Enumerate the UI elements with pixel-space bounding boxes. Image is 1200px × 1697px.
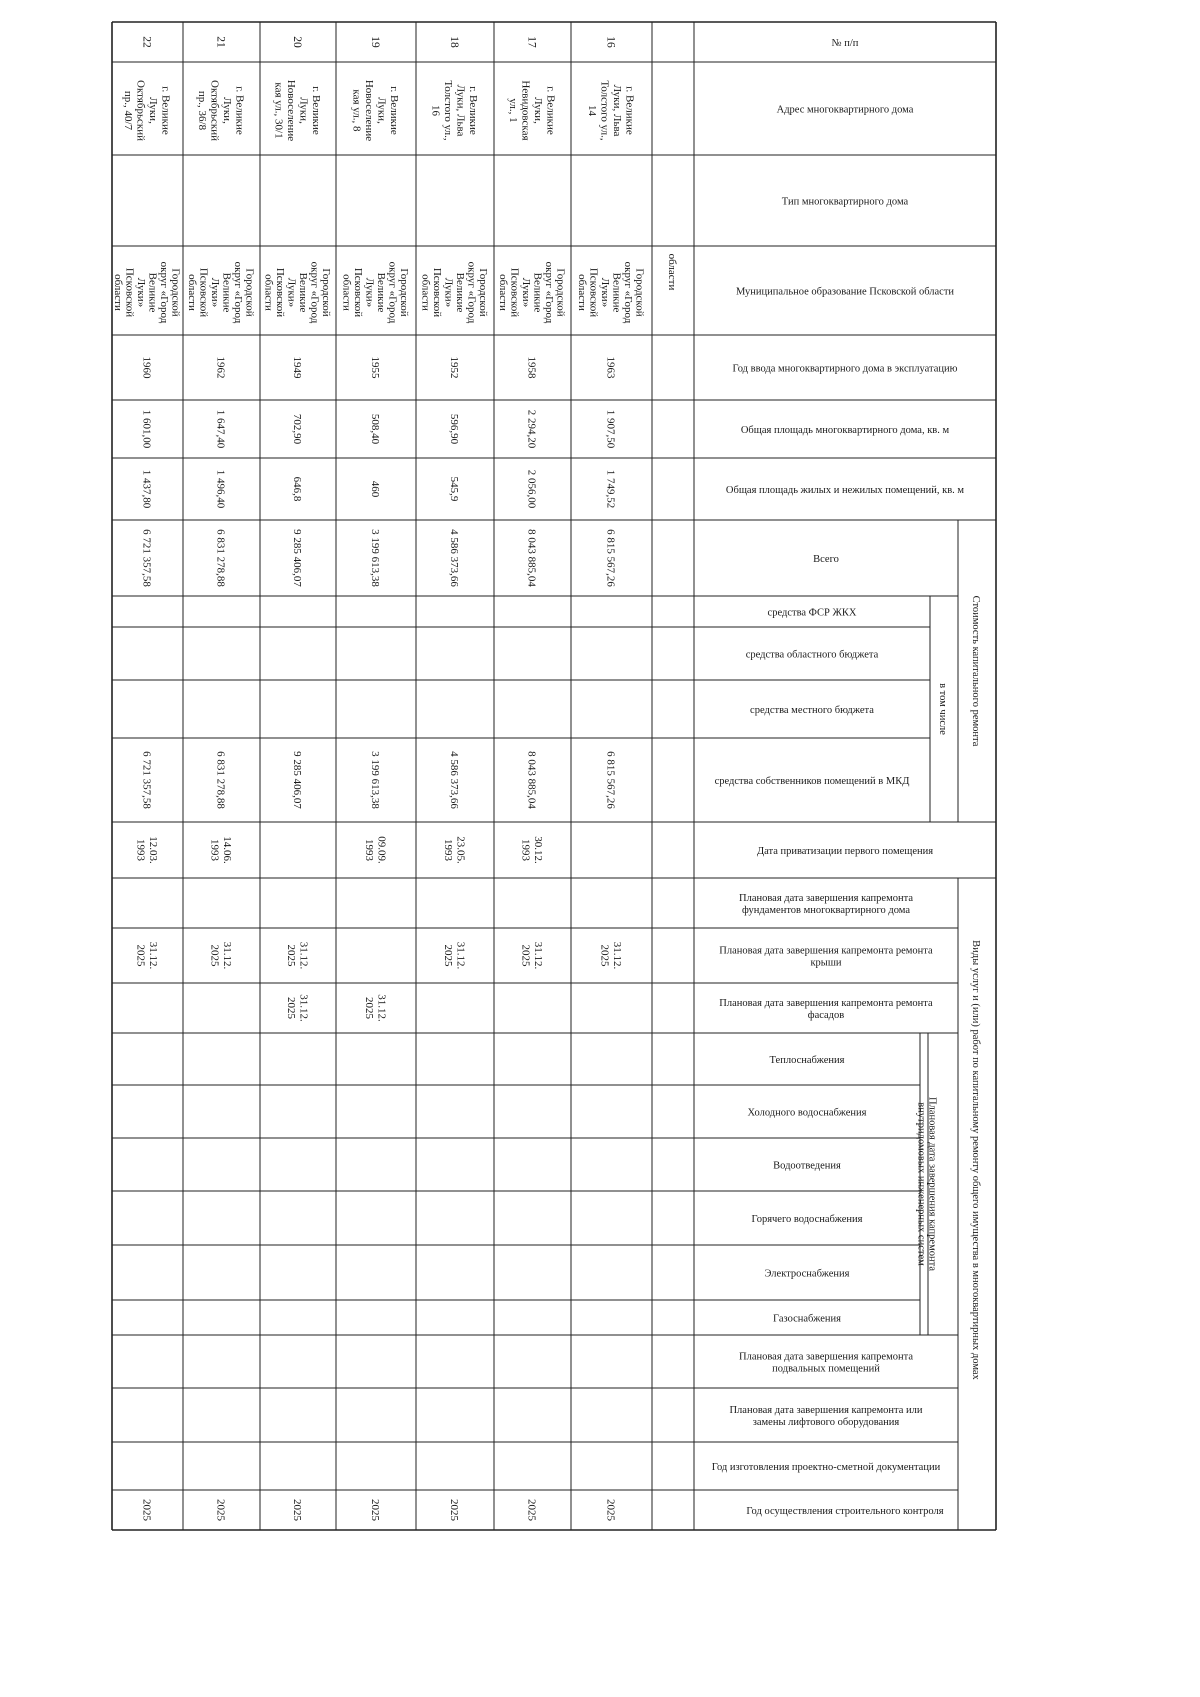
header-basement: Плановая дата завершения капремонта подвальных помещений bbox=[739, 1351, 913, 1375]
row-22-privatization: 12.03.1993 bbox=[134, 836, 159, 864]
row-22-num: 22 bbox=[140, 36, 153, 48]
header-type: Тип многоквартирного дома bbox=[781, 196, 909, 208]
row-21-year-built: 1962 bbox=[214, 356, 227, 379]
row-21-address: г. ВеликиеЛуки,Октябрьскийпр., 36/8 bbox=[195, 80, 246, 141]
row-21-cost-total: 6 831 278,88 bbox=[214, 529, 227, 587]
row-22-address: г. ВеликиеЛуки,Октябрьскийпр., 40/7 bbox=[121, 80, 172, 141]
row-20-address: г. ВеликиеЛуки,Новоселениекая ул., 30/1 bbox=[272, 79, 322, 142]
header-roof: Плановая дата завершения капремонта ремонта крыши bbox=[719, 945, 933, 969]
row-20-roof-date: 31.12.2025 bbox=[284, 941, 310, 970]
row-21-construction-control: 2025 bbox=[214, 1499, 227, 1521]
row-22-total-area: 1 601,00 bbox=[140, 409, 153, 449]
header-cold-water: Холодного водоснабжения bbox=[747, 1107, 867, 1119]
row-17-living-area: 2 056,00 bbox=[525, 469, 538, 509]
row-19-cost-owners: 3 199 613,38 bbox=[369, 751, 381, 809]
row-19-num: 19 bbox=[369, 36, 381, 48]
row-18-num: 18 bbox=[448, 36, 460, 48]
table-content bbox=[112, 36, 981, 1521]
row-16-cost-total: 6 815 567,26 bbox=[604, 529, 617, 587]
row-16-cost-owners: 6 815 567,26 bbox=[604, 751, 617, 809]
header-foundation: Плановая дата завершения капремонта фундаментов многоквартирного дома bbox=[739, 893, 913, 916]
row-20-cost-total: 9 285 406,07 bbox=[291, 529, 303, 587]
header-electricity: Электроснабжения bbox=[764, 1268, 850, 1280]
row-16-total-area: 1 907,50 bbox=[604, 409, 617, 449]
row-21-privatization: 14.06.1993 bbox=[208, 836, 233, 864]
header-total-area: Общая площадь многоквартирного дома, кв. м bbox=[740, 425, 950, 436]
row-22-living-area: 1 437,80 bbox=[140, 469, 153, 509]
row-19-total-area: 508,40 bbox=[369, 413, 381, 445]
row-16-construction-control: 2025 bbox=[604, 1499, 617, 1521]
header-privatization: Дата приватизации первого помещения bbox=[756, 846, 934, 857]
header-facade: Плановая дата завершения капремонта ремонта фасадов bbox=[719, 998, 933, 1021]
row-18-living-area: 545,9 bbox=[448, 476, 460, 502]
row-20-living-area: 646,8 bbox=[291, 476, 303, 502]
row-17-address: г. ВеликиеЛуки,Невидовскаяул., 1 bbox=[506, 80, 557, 141]
header-hot-water: Горячего водоснабжения bbox=[751, 1214, 863, 1225]
row-20-year-built: 1949 bbox=[291, 356, 303, 379]
row-17-construction-control: 2025 bbox=[525, 1499, 538, 1521]
row-20-facade-date: 31.12.2025 bbox=[284, 994, 310, 1022]
header-design-docs: Год изготовления проектно-сметной документации bbox=[711, 1462, 941, 1473]
row-18-construction-control: 2025 bbox=[448, 1499, 460, 1521]
row-18-address: г. ВеликиеЛуки, ЛьваТолстого ул.,16 bbox=[429, 80, 479, 141]
row-20-construction-control: 2025 bbox=[291, 1499, 303, 1521]
row-18-cost-total: 4 586 373,66 bbox=[448, 529, 460, 587]
header-cost-total: Всего bbox=[813, 554, 839, 565]
municipality-spill-text: области bbox=[666, 253, 678, 291]
row-20-num: 20 bbox=[291, 36, 303, 48]
header-lift: Плановая дата завершения капремонта или замены лифтового оборудования bbox=[729, 1405, 923, 1428]
row-16-roof-date: 31.12.2025 bbox=[598, 941, 623, 970]
header-gas: Газоснабжения bbox=[773, 1313, 841, 1325]
row-16-address: г. ВеликиеЛуки, ЛьваТолстого ул.,14 bbox=[585, 80, 636, 141]
row-20-cost-owners: 9 285 406,07 bbox=[291, 751, 303, 809]
row-19-cost-total: 3 199 613,38 bbox=[369, 529, 381, 587]
row-17-year-built: 1958 bbox=[525, 356, 538, 379]
header-construction-control: Год осуществления строительного контроля bbox=[746, 1506, 944, 1517]
row-22-year-built: 1960 bbox=[140, 356, 153, 379]
row-16-num: 16 bbox=[604, 36, 617, 48]
row-22-construction-control: 2025 bbox=[140, 1499, 153, 1521]
row-21-cost-owners: 6 831 278,88 bbox=[214, 751, 227, 809]
row-22-cost-total: 6 721 357,58 bbox=[140, 529, 153, 587]
row-16-municipality: Городскойокруг «ГородВеликиеЛуки»Псковскойобласти bbox=[575, 261, 646, 324]
row-22-municipality: Городскойокруг «ГородВеликиеЛуки»Псковскойобласти bbox=[111, 261, 182, 324]
row-22-roof-date: 31.12.2025 bbox=[134, 941, 159, 970]
header-year-built: Год ввода многоквартирного дома в эксплуатацию bbox=[732, 363, 958, 375]
row-17-privatization: 30.12.1993 bbox=[519, 836, 544, 864]
row-19-privatization: 09.09.1993 bbox=[362, 836, 388, 864]
row-20-municipality: Городскойокруг «ГородВеликиеЛуки»Псковскойобласти bbox=[262, 261, 332, 324]
row-17-roof-date: 31.12.2025 bbox=[519, 941, 544, 970]
row-17-cost-owners: 8 043 885,04 bbox=[525, 751, 538, 809]
row-22-cost-owners: 6 721 357,58 bbox=[140, 751, 153, 809]
row-19-construction-control: 2025 bbox=[369, 1499, 381, 1521]
row-21-num: 21 bbox=[214, 36, 227, 48]
row-21-municipality: Городскойокруг «ГородВеликиеЛуки»Псковскойобласти bbox=[185, 261, 256, 324]
row-18-total-area: 596,90 bbox=[448, 413, 460, 445]
row-19-municipality: Городскойокруг «ГородВеликиеЛуки»Псковскойобласти bbox=[340, 261, 410, 324]
row-19-facade-date: 31.12.2025 bbox=[362, 994, 388, 1022]
row-19-address: г. ВеликиеЛуки,Новоселениекая ул., 8 bbox=[350, 79, 400, 142]
row-18-roof-date: 31.12.2025 bbox=[441, 941, 467, 970]
header-cost-region: средства областного бюджета bbox=[745, 649, 879, 661]
header-cost-incl: в том числе bbox=[937, 683, 948, 735]
row-20-total-area: 702,90 bbox=[291, 413, 303, 445]
row-17-cost-total: 8 043 885,04 bbox=[525, 529, 538, 587]
header-heat: Теплоснабжения bbox=[769, 1055, 845, 1066]
header-address: Адрес многоквартирного дома bbox=[776, 104, 914, 116]
header-drainage: Водоотведения bbox=[773, 1160, 841, 1172]
row-19-year-built: 1955 bbox=[369, 356, 381, 379]
row-21-living-area: 1 496,40 bbox=[214, 469, 227, 509]
header-engineering-group: Плановая дата завершения капремонтавнутридомовых инженерных систем bbox=[915, 1097, 938, 1271]
header-cost-group: Стоимость капитального ремонта bbox=[970, 595, 981, 747]
row-17-num: 17 bbox=[525, 36, 538, 48]
header-works-group: Виды услуг и (или) работ по капитальному ремонту общего имущества в многоквартирных домах bbox=[970, 940, 981, 1380]
row-17-municipality: Городскойокруг «ГородВеликиеЛуки»Псковскойобласти bbox=[496, 261, 567, 324]
row-18-cost-owners: 4 586 373,66 bbox=[448, 751, 460, 809]
header-cost-owners: средства собственников помещений в МКД bbox=[714, 776, 910, 787]
row-19-living-area: 460 bbox=[369, 480, 381, 498]
header-municipality: Муниципальное образование Псковской области bbox=[735, 286, 955, 298]
row-17-total-area: 2 294,20 bbox=[525, 409, 538, 449]
header-living-area: Общая площадь жилых и нежилых помещений, кв. м bbox=[725, 485, 965, 496]
header-cost-fsr: средства ФСР ЖКХ bbox=[767, 607, 857, 619]
row-21-roof-date: 31.12.2025 bbox=[208, 941, 233, 970]
header-cost-local: средства местного бюджета bbox=[750, 705, 874, 716]
row-18-privatization: 23.05.1993 bbox=[441, 836, 467, 864]
row-16-year-built: 1963 bbox=[604, 356, 617, 379]
row-16-living-area: 1 749,52 bbox=[604, 469, 617, 509]
row-21-total-area: 1 647,40 bbox=[214, 409, 227, 449]
row-18-year-built: 1952 bbox=[448, 356, 460, 379]
row-18-municipality: Городскойокруг «ГородВеликиеЛуки»Псковскойобласти bbox=[419, 261, 489, 324]
header-num: № п/п bbox=[831, 38, 859, 49]
